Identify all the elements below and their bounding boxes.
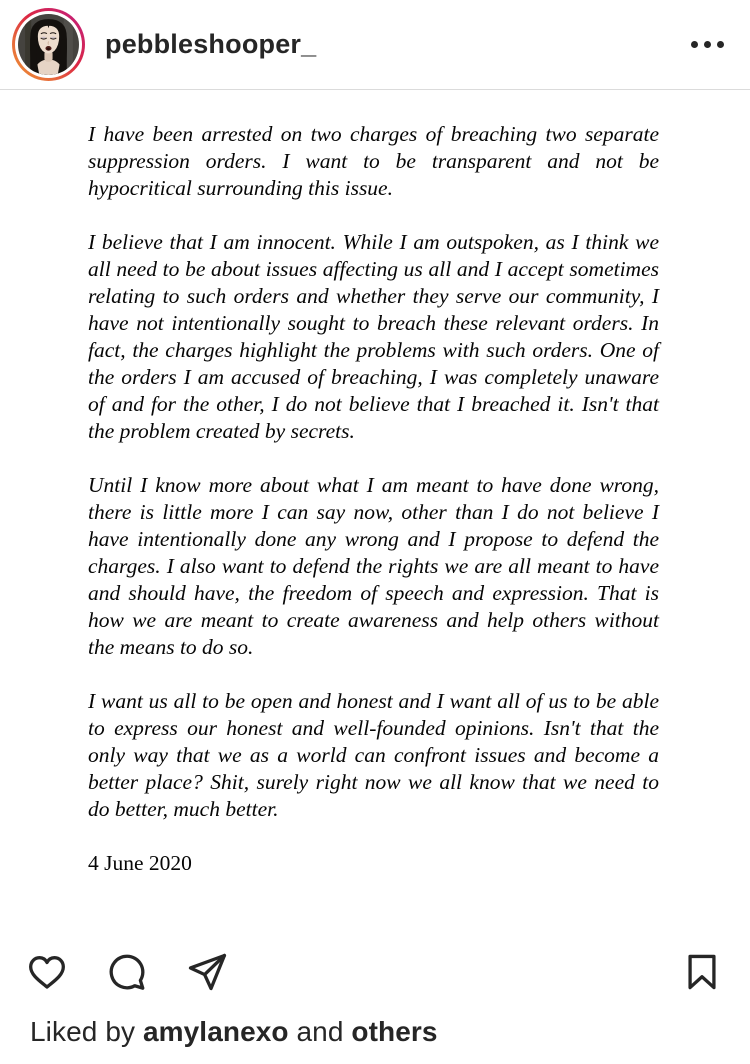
avatar-ring-gap bbox=[15, 11, 82, 78]
comment-icon bbox=[105, 950, 149, 994]
comment-button[interactable] bbox=[105, 950, 149, 994]
liker-username-link[interactable]: amylanexo bbox=[142, 1016, 289, 1047]
bookmark-icon bbox=[680, 950, 724, 994]
liked-by-row[interactable] bbox=[0, 1008, 750, 1048]
heart-icon bbox=[25, 950, 69, 994]
ellipsis-icon bbox=[704, 41, 711, 48]
liked-by-conjunction: and bbox=[288, 1016, 352, 1047]
liked-by-prefix: Liked by bbox=[30, 1016, 143, 1047]
cartoon-woman-avatar-image bbox=[18, 14, 79, 75]
username[interactable]: pebbleshooper_ bbox=[105, 29, 317, 59]
like-button[interactable] bbox=[25, 950, 69, 994]
share-button[interactable] bbox=[185, 950, 229, 994]
save-button[interactable] bbox=[680, 950, 724, 994]
statement-paragraph: I believe that I am innocent. While I am outspoken, as I think we all need to be about issues affecting us all and I accept sometimes relating to such orders and whether they serve our community, I have not intentionally sought to breach these relevant orders. In fact, the charges highlight the problems with such orders. One of the orders I am accused of breaching, I was completely unaware of and for the other, I do not believe that I breached it. Isn't that the problem created by secrets. bbox=[88, 230, 659, 443]
post-image[interactable] bbox=[0, 90, 750, 930]
post-options-button[interactable] bbox=[689, 33, 726, 56]
statement-text bbox=[0, 90, 750, 877]
others-link[interactable]: others bbox=[351, 1016, 438, 1047]
story-ring[interactable] bbox=[12, 8, 85, 81]
ellipsis-icon bbox=[691, 41, 698, 48]
action-bar bbox=[0, 930, 750, 1008]
post-header bbox=[0, 0, 750, 90]
statement-paragraph: I have been arrested on two charges of breaching two separate suppression orders. I want to be transparent and not be hypocritical surrounding this issue. bbox=[88, 122, 659, 200]
avatar[interactable] bbox=[18, 14, 79, 75]
statement-date: 4 June 2020 bbox=[88, 851, 192, 875]
ellipsis-icon bbox=[717, 41, 724, 48]
statement-paragraph: Until I know more about what I am meant to have done wrong, there is little more I can say now, other than I do not believe I have intentionally done any wrong and I propose to defend the charges. I also want to defend the rights we are all meant to have and should have, the freedom of speech and expression. That is how we are meant to create awareness and help others without the means to do so. bbox=[88, 473, 659, 659]
paper-plane-icon bbox=[185, 950, 229, 994]
statement-paragraph: I want us all to be open and honest and I want all of us to be able to express our honest and well-founded opinions. Isn't that the only way that we as a world can confront issues and become a better place? Shit, surely right now we all know that we need to do better, much better. bbox=[88, 689, 659, 821]
